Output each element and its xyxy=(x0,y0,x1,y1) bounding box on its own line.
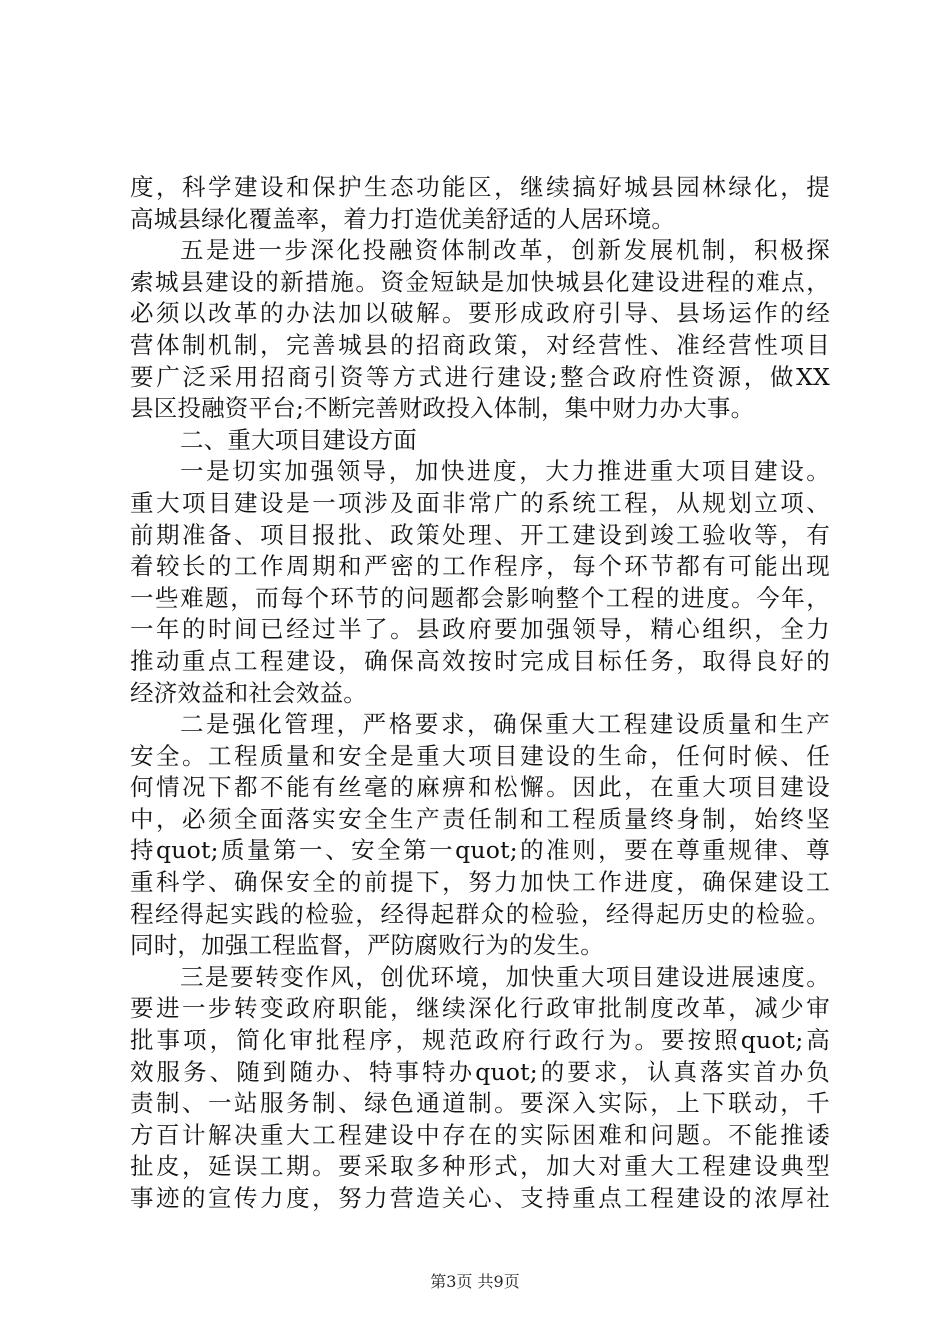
text-line: 方百计解决重大工程建设中存在的实际困难和问题。不能推诿 xyxy=(130,1120,830,1149)
paragraph-start-line: 一是切实加强领导，加快进度，大力推进重大项目建设。 xyxy=(180,457,830,486)
text-line: 必须以改革的办法加以破解。要形成政府引导、县场运作的经 xyxy=(130,299,830,328)
text-line: 一些难题，而每个环节的问题都会影响整个工程的进度。今年， xyxy=(130,583,830,612)
text-line: 同时，加强工程监督，严防腐败行为的发生。 xyxy=(130,931,604,960)
text-line: 一年的时间已经过半了。县政府要加强领导，精心组织，全力 xyxy=(130,615,830,644)
text-line: 程经得起实践的检验，经得起群众的检验，经得起历史的检验。 xyxy=(130,899,830,928)
paragraph-start-line: 三是要转变作风，创优环境，加快重大项目建设进展速度。 xyxy=(180,962,830,991)
paragraph-start-line: 五是进一步深化投融资体制改革，创新发展机制，积极探 xyxy=(180,236,830,265)
page-number-footer: 第3页 共9页 xyxy=(430,1272,520,1291)
text-line: 重大项目建设是一项涉及面非常广的系统工程，从规划立项、 xyxy=(130,488,830,517)
text-line: 高城县绿化覆盖率，着力打造优美舒适的人居环境。 xyxy=(130,204,676,233)
text-line: 重科学、确保安全的前提下，努力加快工作进度，确保建设工 xyxy=(130,868,830,897)
text-line: 索城县建设的新措施。资金短缺是加快城县化建设进程的难点， xyxy=(130,267,830,296)
document-body xyxy=(130,172,830,1215)
text-line: 责制、一站服务制、绿色通道制。要深入实际，上下联动，千 xyxy=(130,1089,830,1118)
text-line: 要进一步转变政府职能，继续深化行政审批制度改革，减少审 xyxy=(130,994,830,1023)
text-line: 效服务、随到随办、特事特办quot;的要求，认真落实首办负 xyxy=(130,1057,830,1086)
text-line: 批事项，简化审批程序，规范政府行政行为。要按照quot;高 xyxy=(130,1026,830,1055)
text-line: 中，必须全面落实安全生产责任制和工程质量终身制，始终坚 xyxy=(130,804,830,833)
text-line: 安全。工程质量和安全是重大项目建设的生命，任何时候、任 xyxy=(130,741,830,770)
text-line: 度，科学建设和保护生态功能区，继续搞好城县园林绿化，提 xyxy=(130,173,830,201)
text-line: 营体制机制，完善城县的招商政策，对经营性、准经营性项目 xyxy=(130,330,830,359)
text-line: 持quot;质量第一、安全第一quot;的准则，要在尊重规律、尊 xyxy=(130,836,830,865)
text-line: 要广泛采用招商引资等方式进行建设;整合政府性资源，做XX xyxy=(130,362,830,391)
text-line: 着较长的工作周期和严密的工作程序，每个环节都有可能出现 xyxy=(130,552,830,581)
paragraph-start-line: 二是强化管理，严格要求，确保重大工程建设质量和生产 xyxy=(180,710,830,739)
text-line: 事迹的宣传力度，努力营造关心、支持重点工程建设的浓厚社 xyxy=(130,1184,830,1212)
text-line: 县区投融资平台;不断完善财政投入体制，集中财力办大事。 xyxy=(130,394,755,423)
text-line: 经济效益和社会效益。 xyxy=(130,678,367,707)
text-line: 前期准备、项目报批、政策处理、开工建设到竣工验收等，有 xyxy=(130,520,830,549)
text-line: 推动重点工程建设，确保高效按时完成目标任务，取得良好的 xyxy=(130,646,830,675)
text-line: 何情况下都不能有丝毫的麻痹和松懈。因此，在重大项目建设 xyxy=(130,773,830,802)
text-line: 扯皮，延误工期。要采取多种形式，加大对重大工程建设典型 xyxy=(130,1152,830,1181)
section-heading: 二、重大项目建设方面 xyxy=(180,425,417,454)
